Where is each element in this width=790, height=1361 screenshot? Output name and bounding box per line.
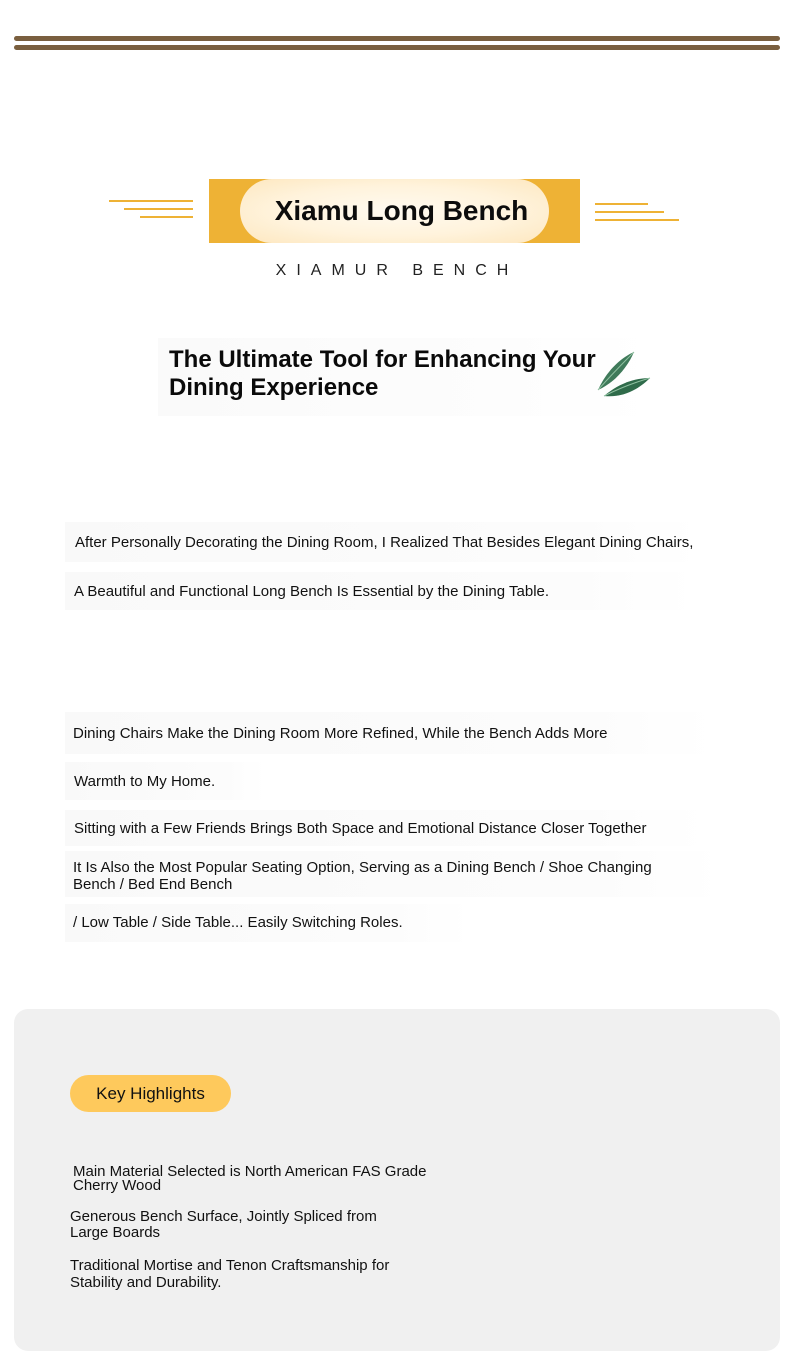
paragraph-text: / Low Table / Side Table... Easily Switching Roles. xyxy=(73,914,403,931)
highlight-item: Main Material Selected is North American FAS Grade Cherry Wood xyxy=(73,1163,427,1194)
paragraph-text: After Personally Decorating the Dining Room, I Realized That Besides Elegant Dining Chairs, xyxy=(75,534,694,551)
paragraph-text: Sitting with a Few Friends Brings Both Space and Emotional Distance Closer Together xyxy=(74,820,647,837)
paragraph-text: A Beautiful and Functional Long Bench Is Essential by the Dining Table. xyxy=(74,583,550,600)
highlight-item: Traditional Mortise and Tenon Craftsmanship for Stability and Durability. xyxy=(70,1257,390,1291)
paragraph-text: It Is Also the Most Popular Seating Option, Serving as a Dining Bench / Shoe Changing Bench / Bed End Bench xyxy=(73,859,652,893)
page-subtitle: XIAMUR BENCH xyxy=(275,262,519,279)
top-divider-line xyxy=(14,45,780,50)
highlight-item: Generous Bench Surface, Jointly Spliced from Large Boards xyxy=(70,1208,377,1241)
key-highlights-badge: Key Highlights xyxy=(70,1075,231,1112)
section-heading: The Ultimate Tool for Enhancing Your Dining Experience xyxy=(169,346,596,401)
page-title: Xiamu Long Bench xyxy=(274,195,529,226)
paragraph-text: Dining Chairs Make the Dining Room More Refined, While the Bench Adds More xyxy=(73,725,608,742)
top-divider-line xyxy=(14,36,780,41)
paragraph-text: Warmth to My Home. xyxy=(74,773,216,790)
leaf-icon xyxy=(592,348,654,404)
